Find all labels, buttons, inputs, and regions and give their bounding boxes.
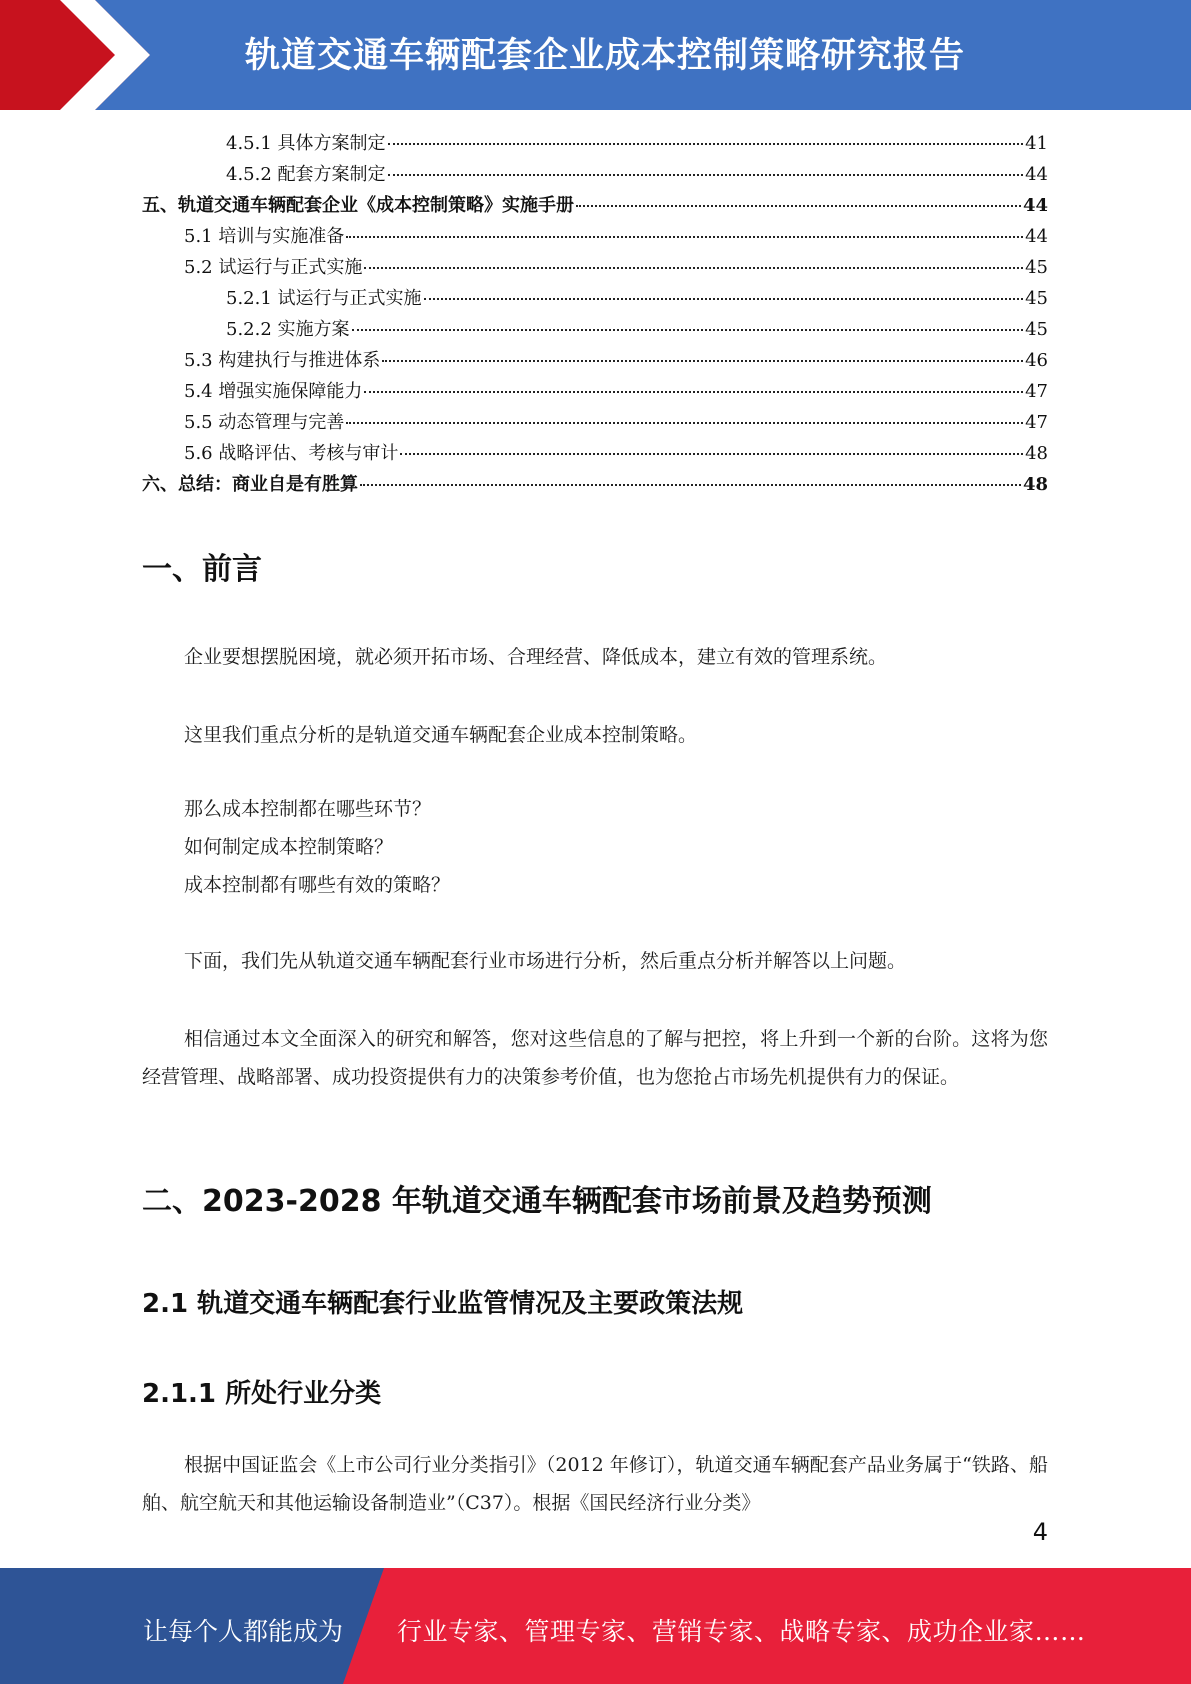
toc-leader-dots: [388, 142, 1024, 145]
toc-entry-label: 4.5.1 具体方案制定: [226, 133, 386, 154]
toc-entry-page: 44: [1025, 164, 1048, 185]
toc-entry[interactable]: [142, 314, 1048, 345]
paragraph: 根据中国证监会《上市公司行业分类指引》（2012 年修订），轨道交通车辆配套产品业务属于“铁路、船舶、航空航天和其他运输设备制造业”（C37）。根据《国民经济行业分类》: [142, 1454, 1048, 1514]
question-line: 那么成本控制都在哪些环节？: [184, 798, 432, 820]
toc-entry-page: 44: [1022, 195, 1048, 216]
toc-leader-dots: [400, 452, 1023, 455]
paragraph: 下面，我们先从轨道交通车辆配套行业市场进行分析，然后重点分析并解答以上问题。: [184, 950, 907, 972]
toc-leader-dots: [382, 359, 1023, 362]
toc-leader-dots: [388, 173, 1024, 176]
toc-entry[interactable]: [142, 252, 1048, 283]
toc-entry-label: 4.5.2 配套方案制定: [226, 164, 386, 185]
toc-entry-label: 5.2.1 试运行与正式实施: [226, 288, 422, 309]
report-title: 轨道交通车辆配套企业成本控制策略研究报告: [245, 36, 966, 76]
toc-leader-dots: [364, 390, 1023, 393]
toc-entry-label: 5.6 战略评估、考核与审计: [184, 443, 399, 464]
table-of-contents: [142, 128, 1048, 500]
toc-entry-page: 41: [1025, 133, 1048, 154]
page-number: 4: [1032, 1518, 1048, 1546]
toc-entry-page: 45: [1025, 319, 1048, 340]
question-line: 成本控制都有哪些有效的策略？: [184, 874, 451, 896]
toc-leader-dots: [424, 297, 1024, 300]
paragraph: 企业要想摆脱困境，就必须开拓市场、合理经营、降低成本，建立有效的管理系统。: [184, 646, 888, 668]
toc-leader-dots: [352, 328, 1024, 331]
toc-entry-label: 5.3 构建执行与推进体系: [184, 350, 381, 371]
toc-entry-label: 5.4 增强实施保障能力: [184, 381, 363, 402]
toc-leader-dots: [364, 266, 1023, 269]
toc-entry[interactable]: [142, 128, 1048, 159]
toc-entry-label: 五、轨道交通车辆配套企业《成本控制策略》实施手册: [142, 195, 574, 216]
paragraph: 相信通过本文全面深入的研究和解答，您对这些信息的了解与把控，将上升到一个新的台阶。这将为您经营管理、战略部署、成功投资提供有力的决策参考价值，也为您抢占市场先机提供有力的保证。: [142, 1028, 1048, 1088]
toc-leader-dots: [346, 421, 1023, 424]
toc-entry-label: 5.5 动态管理与完善: [184, 412, 345, 433]
toc-entry[interactable]: [142, 159, 1048, 190]
toc-entry[interactable]: [142, 376, 1048, 407]
footer-slogan-left: 让每个人都能成为: [143, 1617, 344, 1646]
toc-entry[interactable]: [142, 438, 1048, 469]
footer-slogan-right: 行业专家、管理专家、营销专家、战略专家、成功企业家……: [397, 1617, 1086, 1646]
toc-entry-page: 45: [1025, 257, 1048, 278]
toc-entry-page: 45: [1025, 288, 1048, 309]
toc-leader-dots: [360, 483, 1021, 486]
toc-entry[interactable]: [142, 345, 1048, 376]
page-footer: [0, 1568, 1191, 1684]
toc-entry-page: 47: [1025, 412, 1048, 433]
paragraph: 这里我们重点分析的是轨道交通车辆配套企业成本控制策略。: [184, 724, 698, 746]
toc-entry-page: 44: [1025, 226, 1048, 247]
toc-entry[interactable]: [142, 407, 1048, 438]
toc-entry-label: 5.2.2 实施方案: [226, 319, 350, 340]
toc-entry-label: 六、总结：商业自是有胜算: [142, 474, 358, 495]
page-header: [0, 0, 1191, 110]
subsection-heading: 2.1 轨道交通车辆配套行业监管情况及主要政策法规: [142, 1289, 744, 1319]
subsubsection-heading: 2.1.1 所处行业分类: [142, 1379, 382, 1409]
section-heading-preface: 一、前言: [142, 552, 262, 587]
toc-leader-dots: [576, 204, 1021, 207]
toc-entry[interactable]: [142, 469, 1048, 500]
question-line: 如何制定成本控制策略？: [184, 836, 394, 858]
toc-leader-dots: [346, 235, 1023, 238]
toc-entry[interactable]: [142, 221, 1048, 252]
toc-entry[interactable]: [142, 283, 1048, 314]
toc-entry-label: 5.2 试运行与正式实施: [184, 257, 363, 278]
toc-entry-page: 48: [1022, 474, 1048, 495]
toc-entry[interactable]: [142, 190, 1048, 221]
section-heading-market: 二、2023-2028 年轨道交通车辆配套市场前景及趋势预测: [142, 1184, 932, 1219]
toc-entry-label: 5.1 培训与实施准备: [184, 226, 345, 247]
toc-entry-page: 46: [1025, 350, 1048, 371]
toc-entry-page: 48: [1025, 443, 1048, 464]
toc-entry-page: 47: [1025, 381, 1048, 402]
